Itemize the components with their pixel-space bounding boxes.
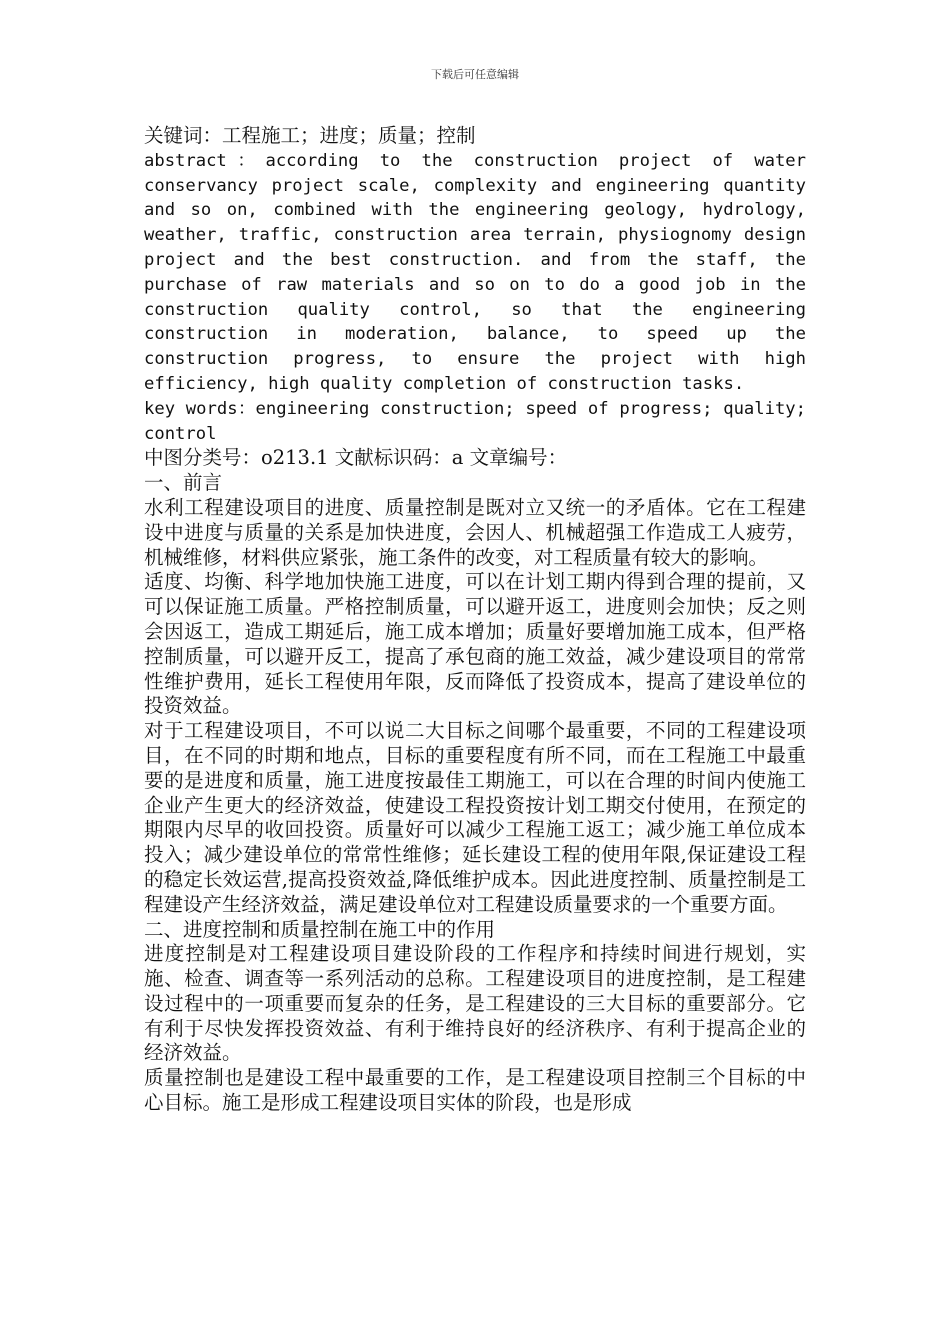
document-body bbox=[144, 124, 806, 1116]
classification-line: 中图分类号：o213.1 文献标识码：a 文章编号： bbox=[144, 446, 568, 470]
section1-paragraph: 对于工程建设项目，不可以说二大目标之间哪个最重要，不同的工程建设项目，在不同的时期和地点，目标的重要程度有所不同，而在工程施工中最重要的是进度和质量，施工进度按最佳工期施工，可以在合理的时间内使施工企业产生更大的经济效益，使建设工程投资按计划工期交付使用，在预定的期限内尽早的收回投资。质量好可以减少工程施工返工；减少施工单位成本投入；减少建设单位的常常性维修；延长建设工程的使用年限,保证建设工程的稳定长效运营,提高投资效益,降低维护成本。因此进度控制、质量控制是工程建设产生经济效益，满足建设单位对工程建设质量要求的一个重要方面。 bbox=[144, 719, 806, 916]
section2-title: 二、进度控制和质量控制在施工中的作用 bbox=[144, 917, 496, 941]
keywords-en: key words：engineering construction; speed of progress; quality; control bbox=[144, 398, 806, 444]
section2-paragraph: 进度控制是对工程建设项目建设阶段的工作程序和持续时间进行规划，实施、检查、调查等一系列活动的总称。工程建设项目的进度控制，是工程建设过程中的一项重要而复杂的任务，是工程建设的三大目标的重要部分。它有利于尽快发挥投资效益、有利于维持良好的经济秩序、有利于提高企业的经济效益。 bbox=[144, 942, 806, 1065]
abstract-en: abstract：according to the construction project of water conservancy project scale, complexity and engineering quantity and so on, combined with the engineering geology, hydrology, weather, traffic, construction area terrain, physiognomy design project and the best construction. and from the staff, the purchase of raw materials and so on to do a good job in the construction quality control, so that the engineering construction in moderation, balance, to speed up the construction progress, to ensure the project with high efficiency, high quality completion of construction tasks. bbox=[144, 150, 806, 394]
section2-paragraph: 质量控制也是建设工程中最重要的工作，是工程建设项目控制三个目标的中心目标。施工是形成工程建设项目实体的阶段，也是形成 bbox=[144, 1066, 806, 1115]
section1-title: 一、前言 bbox=[144, 471, 223, 495]
section1-paragraph: 水利工程建设项目的进度、质量控制是既对立又统一的矛盾体。它在工程建设中进度与质量的关系是加快进度，会因人、机械超强工作造成工人疲劳，机械维修，材料供应紧张，施工条件的改变，对工程质量有较大的影响。 bbox=[144, 495, 806, 569]
section1-paragraph: 适度、均衡、科学地加快施工进度，可以在计划工期内得到合理的提前，又可以保证施工质量。严格控制质量，可以避开返工，进度则会加快；反之则会因返工，造成工期延后，施工成本增加；质量好要增加施工成本，但严格控制质量，可以避开反工，提高了承包商的施工效益，减少建设项目的常常性维护费用，延长工程使用年限，反而降低了投资成本，提高了建设单位的投资效益。 bbox=[144, 570, 806, 718]
keywords-cn: 关键词：工程施工；进度；质量；控制 bbox=[144, 124, 476, 147]
page-header-note: 下载后可任意编辑 bbox=[431, 68, 519, 81]
